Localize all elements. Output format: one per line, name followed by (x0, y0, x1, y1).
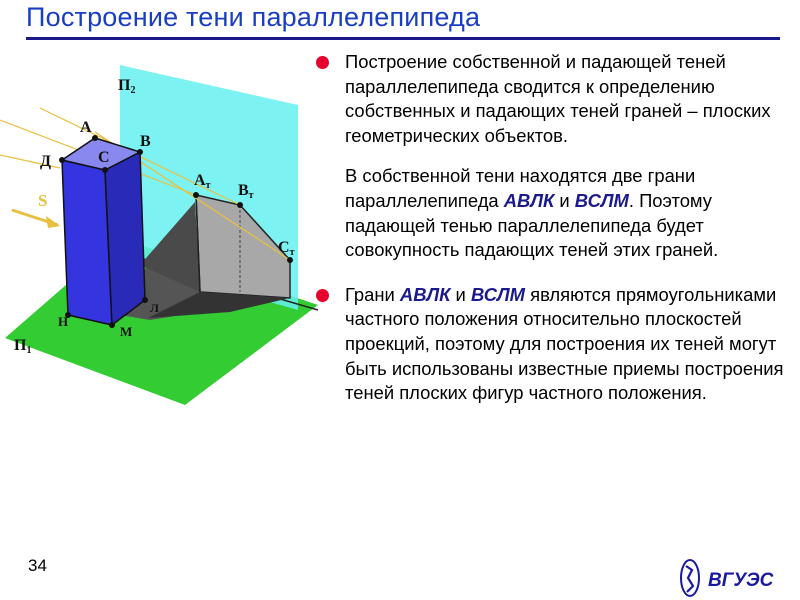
bullet-dot (316, 56, 329, 69)
slide-title: Построение тени параллелепипеда (26, 2, 481, 32)
label-A: A (80, 119, 92, 136)
svg-text:ВГУЭС: ВГУЭС (708, 570, 774, 591)
bullet-1: Построение собственной и падающей теней параллелепипеда сводится к определению собственных и падающих теней граней – плоских геометрических объектов. (316, 50, 796, 148)
label-plane-v: П2 (118, 77, 136, 96)
label-B: B (140, 133, 151, 150)
label-L: Л (150, 301, 159, 315)
box-side-face (105, 152, 145, 325)
label-Bt: Bт (238, 182, 254, 201)
bullet-2: В собственной тени находятся две грани параллелепипеда АВЛК и ВСЛМ. Поэтому падающей тенью параллелепипеда будет совокупность падающих теней этих граней. (345, 165, 719, 261)
label-H: Н (58, 314, 69, 329)
page-number: 34 (28, 556, 47, 575)
university-logo (678, 556, 784, 598)
label-S: S (38, 191, 48, 210)
bullet-list (316, 50, 796, 426)
label-At: Aт (194, 172, 211, 191)
parallelepiped-shadow-figure (0, 60, 330, 410)
arrow-head (46, 216, 60, 228)
label-D: Д (40, 153, 52, 170)
label-C: C (98, 149, 110, 166)
title-underline (26, 37, 780, 40)
box-front-face (62, 160, 112, 325)
bullet-3: Грани АВЛК и ВСЛМ являются прямоугольниками частного положения относительно плоскостей проекций, поэтому для построения их теней могут быть использованы известные приемы построения теней плоских фигур частного положения. (316, 283, 796, 406)
bullet-dot (316, 289, 329, 302)
label-M: М (120, 324, 133, 339)
label-Ct: Cт (278, 239, 295, 258)
label-plane-h: П1 (14, 337, 32, 356)
